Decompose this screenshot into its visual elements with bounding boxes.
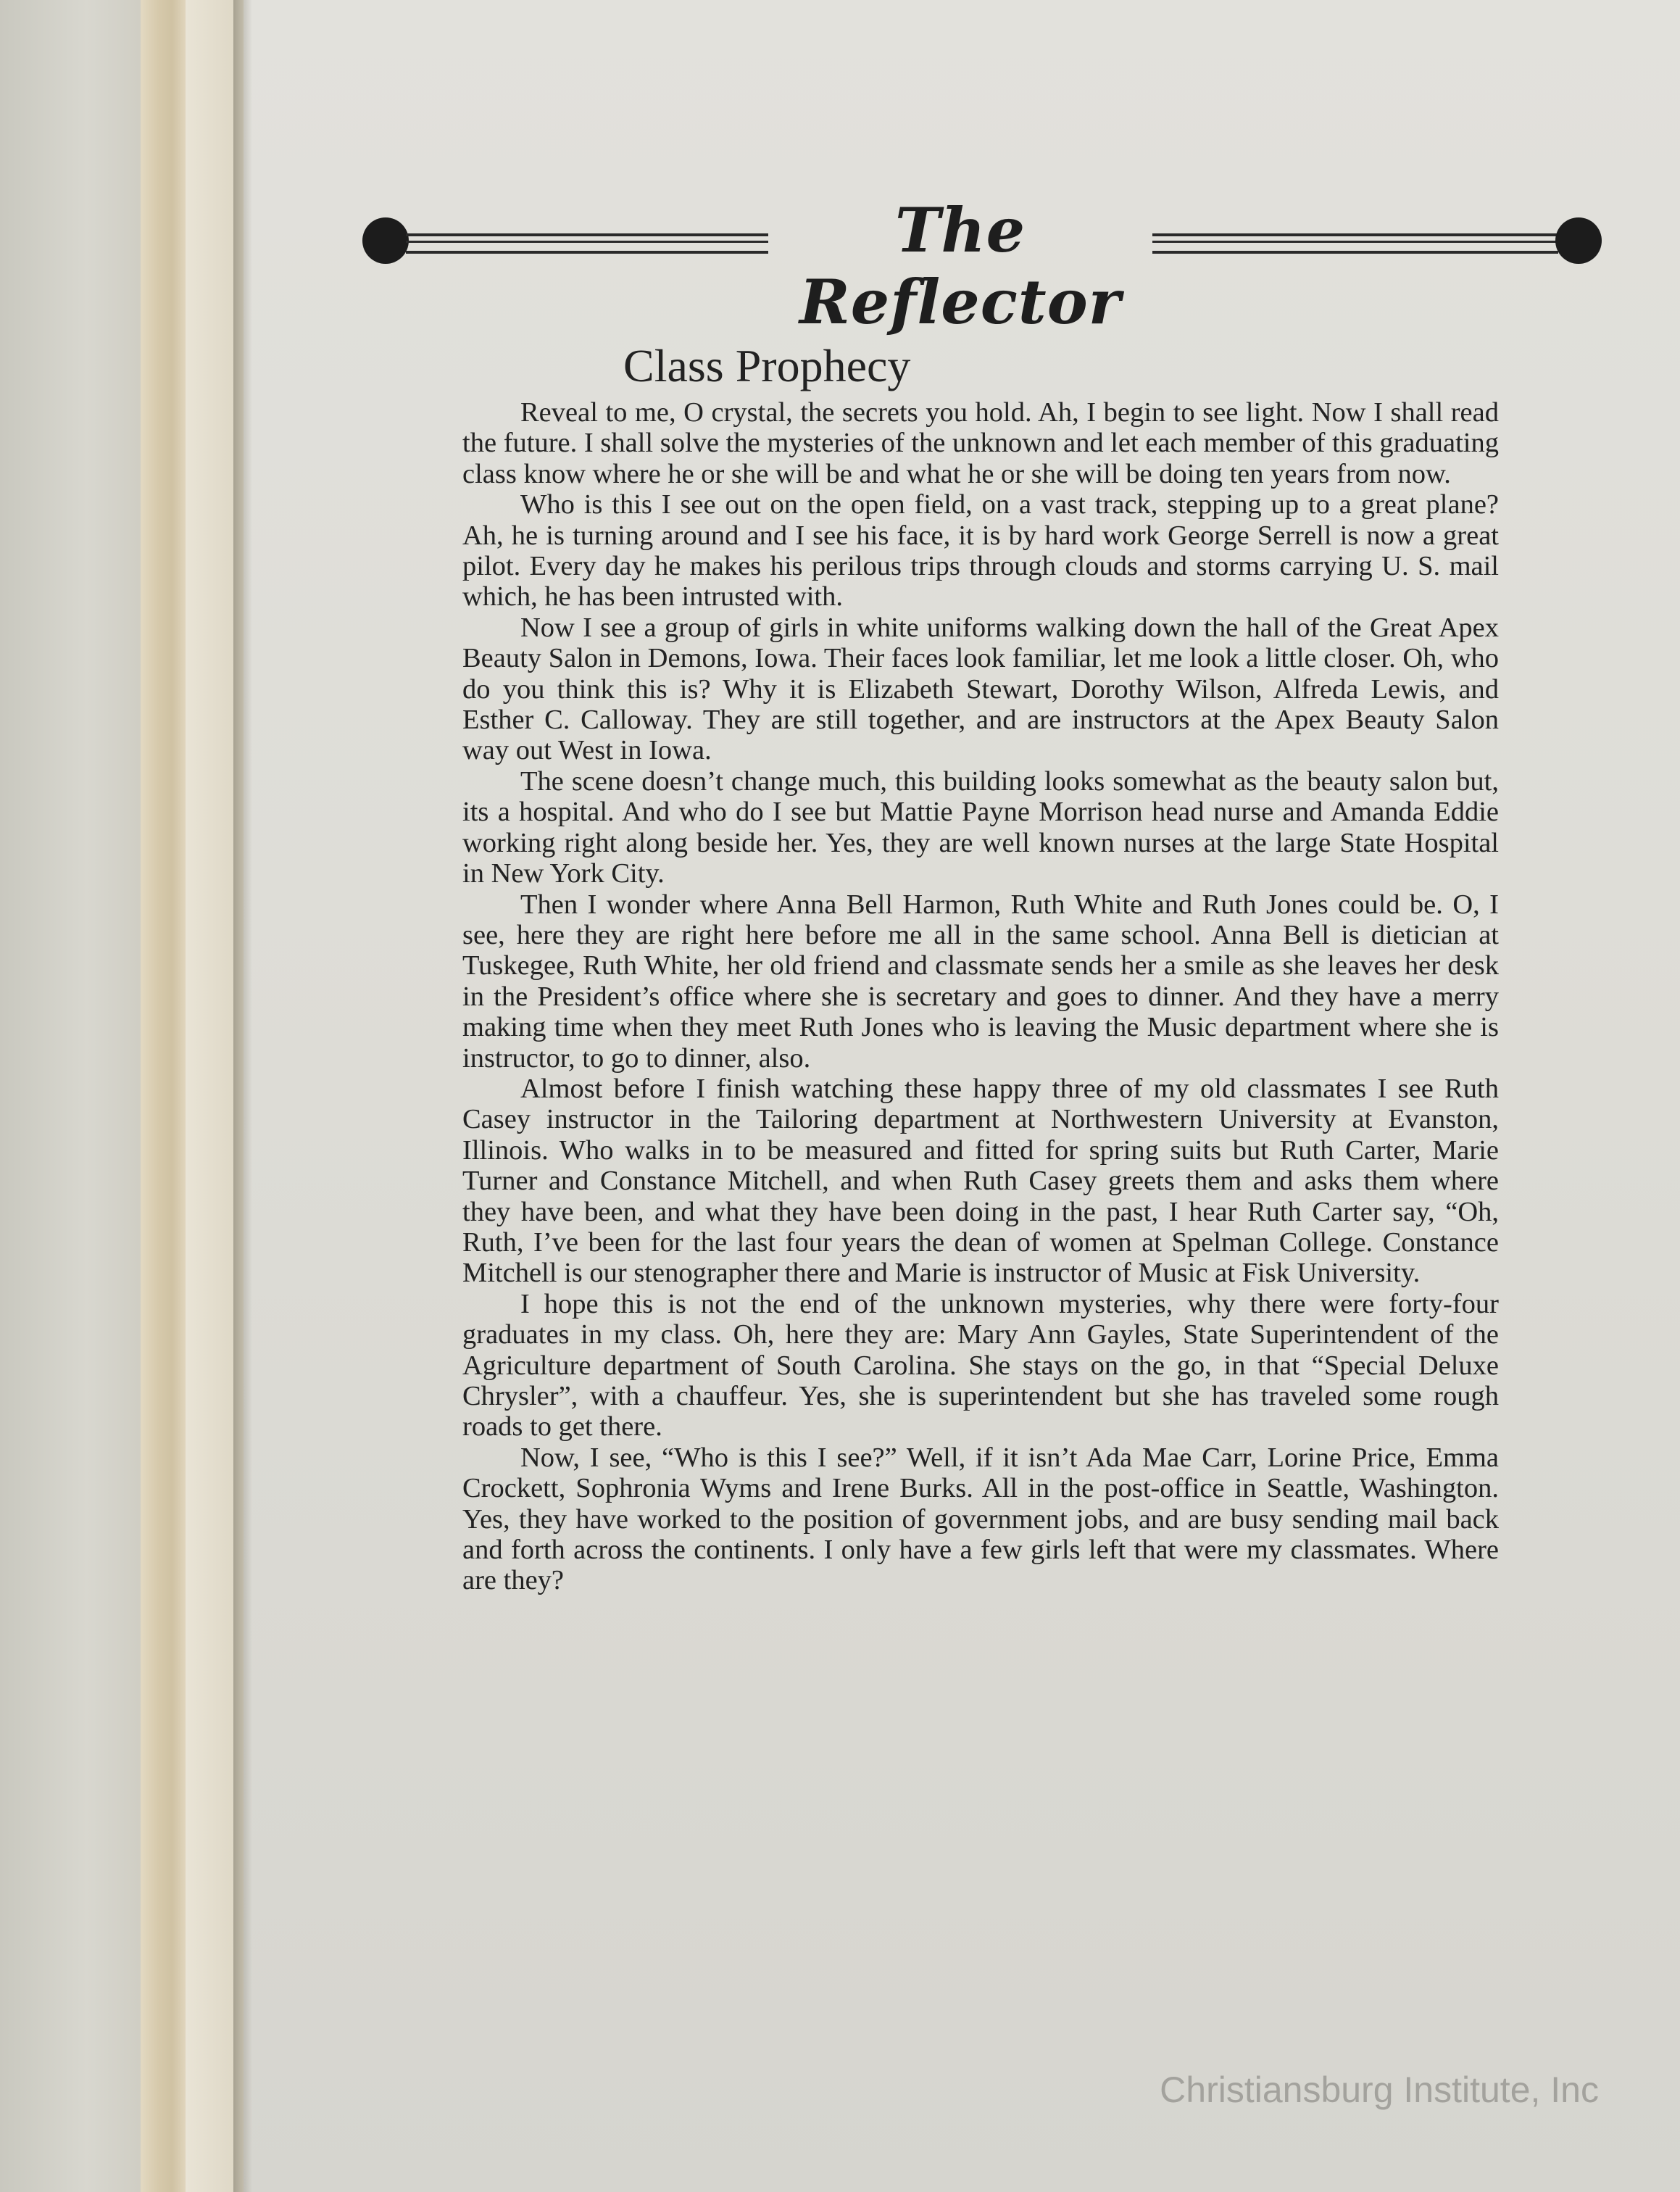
ornament-rule-right	[1152, 233, 1558, 254]
paragraph: Who is this I see out on the open field, on a vast track, stepping up to a great plane? Ah, he is turning around and I see his face, it is by hard work George Serrell is now a great pilot. Every day he makes his perilous trips through clouds and storms carrying U. S. mail which, he has been intrusted with.	[462, 489, 1499, 613]
book-edge	[0, 0, 145, 2192]
article-body	[462, 397, 1499, 1596]
paragraph: The scene doesn’t change much, this building looks somewhat as the beauty salon but, its a hospital. And who do I see but Mattie Payne Morrison head nurse and Amanda Eddie working right along beside her. Yes, they are well known nurses at the large State Hospital in New York City.	[462, 765, 1499, 889]
ornament-dot-right	[1555, 217, 1602, 264]
ornament-rule-left	[406, 233, 768, 254]
gutter-shadow	[233, 0, 252, 2192]
paragraph: Now, I see, “Who is this I see?” Well, if it isn’t Ada Mae Carr, Lorine Price, Emma Crockett, Sophronia Wyms and Irene Burks. All in the post-office in Seattle, Washington. Yes, they have worked to the position of government jobs, and are busy sending mail back and forth across the continents. I only have a few girls left that were my classmates. Where are they?	[462, 1442, 1499, 1596]
page-edge-stack	[141, 0, 186, 2192]
watermark: Christiansburg Institute, Inc	[1160, 2069, 1599, 2110]
paragraph: Now I see a group of girls in white uniforms walking down the hall of the Great Apex Beauty Salon in Demons, Iowa. Their faces look familiar, let me look a little closer. Oh, who do you think this is? Why it is Elizabeth Stewart, Dorothy Wilson, Alfreda Lewis, and Esther C. Calloway. They are still together, and are instructors at the Apex Beauty Salon way out West in Iowa.	[462, 612, 1499, 766]
masthead-banner	[362, 194, 1602, 338]
paragraph: Then I wonder where Anna Bell Harmon, Ruth White and Ruth Jones could be. O, I see, here they are right here before me all in the same school. Anna Bell is dietician at Tuskegee, Ruth White, her old friend and classmate sends her a smile as she leaves her desk in the President’s office where she is secretary and goes to dinner. And they have a merry making time when they meet Ruth Jones who is leaving the Music department where she is instructor, to go to dinner, also.	[462, 889, 1499, 1074]
page-title: Class Prophecy	[623, 340, 911, 391]
paragraph: I hope this is not the end of the unknown mysteries, why there were forty-four graduates in my class. Oh, here they are: Mary Ann Gayles, State Superintendent of the Agriculture department of South Carolina. She stays on the go, in that “Special Deluxe Chrysler”, with a chauffeur. Yes, she is superintendent but she has traveled some rough roads to get there.	[462, 1288, 1499, 1442]
paragraph: Almost before I finish watching these happy three of my old classmates I see Ruth Casey instructor in the Tailoring department at Northwestern University at Evanston, Illinois. Who walks in to be measured and fitted for spring suits but Ruth Carter, Marie Turner and Constance Mitchell, and when Ruth Casey greets them and asks them where they have been, and what they have been doing in the past, I hear Ruth Carter say, “Oh, Ruth, I’ve been for the last four years the dean of women at Spelman College. Constance Mitchell is our stenographer there and Marie is instructor of Music at Fisk University.	[462, 1073, 1499, 1289]
paragraph: Reveal to me, O crystal, the secrets you hold. Ah, I begin to see light. Now I shall read the future. I shall solve the mysteries of the unknown and let each member of this graduating class know where he or she will be and what he or she will be doing ten years from now.	[462, 397, 1499, 489]
ornament-dot-left	[362, 217, 409, 264]
masthead-title: The Reflector	[799, 194, 1121, 338]
